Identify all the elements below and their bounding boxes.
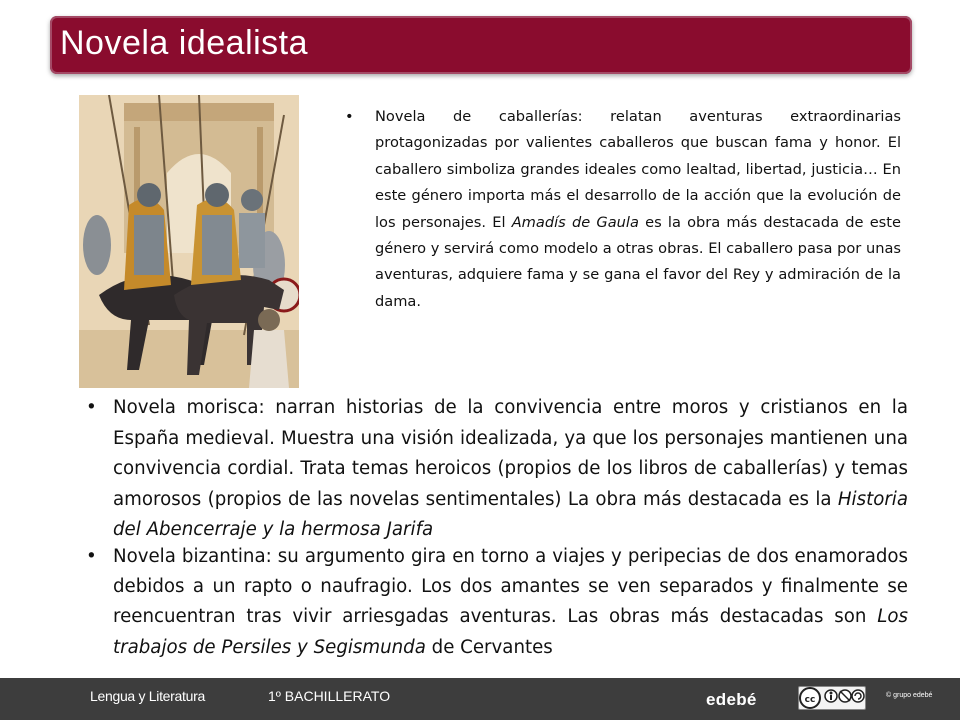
svg-text:cc: cc	[804, 695, 816, 705]
work-title: Amadís de Gaula	[511, 213, 639, 231]
bullet-marker: •	[86, 546, 97, 567]
footer-bar	[0, 678, 960, 720]
footer-level: 1º BACHILLERATO	[268, 688, 391, 704]
bullet-text: Novela de caballerías: relatan aventuras extraordinarias protagonizadas por valientes caballeros que buscan fama y honor. El caballero simboliza grandes ideales como lealtad, libertad, justicia… En este género importa más el desarrollo de la acción que la evolución de los personajes. El Amadís de Gaula es la obra más destacada de este género y servirá como modelo a otras obras. El caballero pasa por unas aventuras, adquiere fama y se gana el favor del Rey y admiración de la dama.	[375, 108, 901, 310]
bullet-novela-morisca	[86, 393, 908, 546]
brand-logo: edebé	[706, 690, 757, 709]
bullet-marker: •	[345, 108, 354, 125]
work-title: Los trabajos de Persiles y Segismunda	[113, 606, 908, 658]
creative-commons-icon	[798, 686, 866, 710]
bullet-novela-bizantina	[86, 542, 908, 663]
knights-illustration	[79, 95, 299, 388]
footer-subject: Lengua y Literatura	[90, 688, 205, 704]
bullet-text: Novela bizantina: su argumento gira en torno a viajes y peripecias de dos enamorados debidos a un rapto o naufragio. Los dos amantes se ven separados y finalmente se reencuentran tras vivir arriesgadas aventuras. Las obras más destacadas son Los trabajos de Persiles y Segismunda de Cervantes	[113, 546, 908, 658]
slide-title: Novela idealista	[60, 24, 309, 62]
bullet-text: Novela morisca: narran historias de la convivencia entre moros y cristianos en la España medieval. Muestra una visión idealizada, ya que los personajes mantienen una convivencia cordial. Trata temas heroicos (propios de los libros de caballerías) y temas amorosos (propios de las novelas sentimentales) La obra más destacada es la Historia del Abencerraje y la hermosa Jarifa	[113, 397, 908, 541]
bullet-novela-caballerias	[345, 104, 901, 315]
title-bar	[50, 16, 912, 74]
work-title: Historia del Abencerraje y la hermosa Jarifa	[113, 488, 908, 541]
bullet-marker: •	[86, 397, 97, 418]
footer-copyright: © grupo edebé	[886, 692, 933, 699]
